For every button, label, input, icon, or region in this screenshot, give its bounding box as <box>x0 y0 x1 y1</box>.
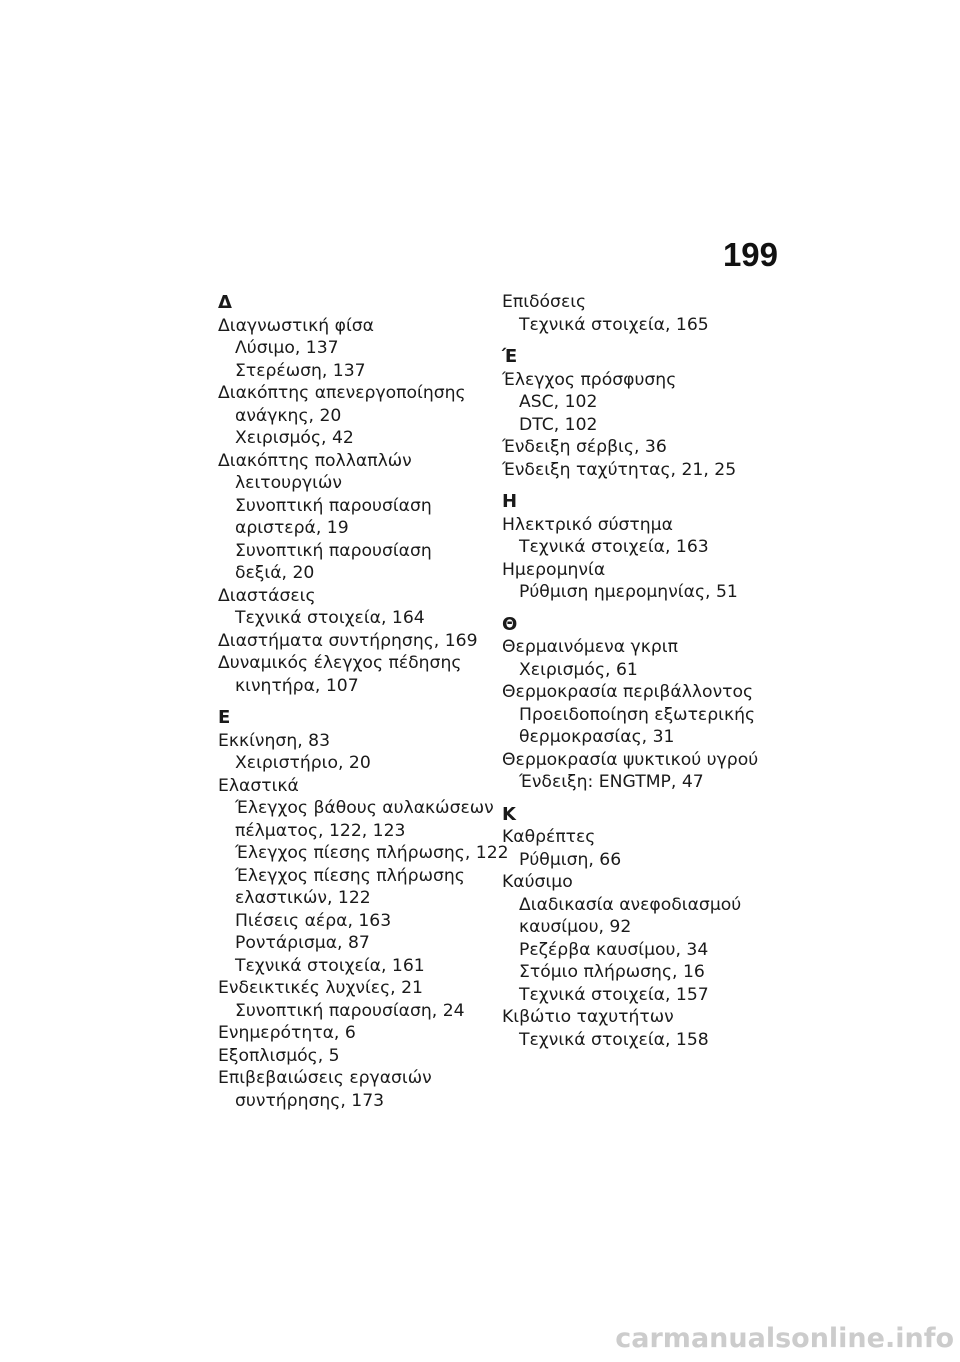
index-letter-heading: Έ <box>502 346 518 367</box>
index-letter-heading: Κ <box>502 803 516 825</box>
index-letter-heading: Θ <box>502 613 518 635</box>
index-entry: Δυναμικός έλεγχος πέδησης <box>218 653 462 673</box>
index-entry: Θερμοκρασία ψυκτικού υγρού <box>502 749 759 770</box>
index-entry: Ενημερότητα, 6 <box>218 1023 356 1043</box>
index-entry: Διαγνωστική φίσα <box>218 315 374 336</box>
index-subentry: Χειρισμός, 42 <box>235 428 354 448</box>
index-subentry: Συνοπτική παρουσίαση <box>235 495 432 516</box>
index-subentry: αριστερά, 19 <box>235 518 349 538</box>
index-entry: Διακόπτης πολλαπλών <box>218 450 412 471</box>
index-subentry: Στόμιο πλήρωσης, 16 <box>519 962 705 982</box>
index-entry: Διακόπτης απενεργοποίησης <box>218 383 466 403</box>
index-subentry: Έλεγχος πίεσης πλήρωσης <box>235 865 465 886</box>
index-entry: Ημερομηνία <box>502 559 606 580</box>
index-subentry: Διαδικασία ανεφοδιασμού <box>519 894 742 915</box>
index-subentry: Πιέσεις αέρα, 163 <box>235 910 392 931</box>
index-entry: Καύσιμο <box>502 872 573 892</box>
index-entry: Θερμαινόμενα γκριπ <box>502 637 678 657</box>
index-subentry: ελαστικών, 122 <box>235 888 371 908</box>
index-subentry: Στερέωση, 137 <box>235 360 366 381</box>
index-entry: Ένδειξη ταχύτητας, 21, 25 <box>502 459 737 480</box>
index-entry: Διαστάσεις <box>218 585 316 606</box>
watermark: carmanualsonline.info <box>615 1323 954 1354</box>
index-subentry: δεξιά, 20 <box>235 563 315 583</box>
index-subentry: DTC, 102 <box>519 414 598 435</box>
index-subentry: Προειδοποίηση εξωτερικής <box>519 704 756 725</box>
index-entry: Ενδεικτικές λυχνίες, 21 <box>218 978 423 998</box>
index-subentry: Ένδειξη: ENGTMP, 47 <box>519 772 704 792</box>
index-subentry: Λύσιμο, 137 <box>235 338 339 358</box>
index-subentry: Τεχνικά στοιχεία, 161 <box>235 955 425 976</box>
index-entry: Εξοπλισμός, 5 <box>218 1045 340 1066</box>
index-subentry: πέλματος, 122, 123 <box>235 820 406 841</box>
index-subentry: Ρεζέρβα καυσίμου, 34 <box>519 939 709 960</box>
index-subentry: Τεχνικά στοιχεία, 158 <box>519 1029 709 1050</box>
index-subentry: ASC, 102 <box>519 392 598 412</box>
index-entry: Έλεγχος πρόσφυσης <box>502 369 677 390</box>
index-entry: Ελαστικά <box>218 775 299 796</box>
index-subentry: Χειρισμός, 61 <box>519 659 638 680</box>
index-subentry: συντήρησης, 173 <box>235 1090 385 1111</box>
index-subentry: κινητήρα, 107 <box>235 675 359 696</box>
index-entry: Επιβεβαιώσεις εργασιών <box>218 1068 432 1088</box>
index-subentry: Ροντάρισμα, 87 <box>235 933 370 953</box>
index-entry: Θερμοκρασία περιβάλλοντος <box>502 682 754 702</box>
index-column-left <box>218 292 508 1112</box>
index-subentry: Χειριστήριο, 20 <box>235 753 371 773</box>
index-subentry: Ρύθμιση ημερομηνίας, 51 <box>519 582 738 602</box>
index-subentry: Συνοπτική παρουσίαση <box>235 540 432 561</box>
index-subentry: θερμοκρασίας, 31 <box>519 727 675 747</box>
index-entry: Ηλεκτρικό σύστημα <box>502 514 673 535</box>
index-entry: Καθρέπτες <box>502 827 596 847</box>
index-column-right <box>502 291 792 1051</box>
index-entry: Επιδόσεις <box>502 292 587 312</box>
index-entry: Διαστήματα συντήρησης, 169 <box>218 630 478 651</box>
index-subentry: Έλεγχος πίεσης πλήρωσης, 122 <box>235 843 509 863</box>
index-subentry: Τεχνικά στοιχεία, 165 <box>519 314 709 335</box>
index-subentry: Τεχνικά στοιχεία, 164 <box>235 608 425 628</box>
index-letter-heading: Η <box>502 491 518 512</box>
index-subentry: καυσίμου, 92 <box>519 917 632 937</box>
index-entry: Κιβώτιο ταχυτήτων <box>502 1007 674 1027</box>
index-subentry: ανάγκης, 20 <box>235 405 342 426</box>
index-letter-heading: Δ <box>218 292 232 313</box>
index-subentry: Συνοπτική παρουσίαση, 24 <box>235 1000 465 1021</box>
index-subentry: Τεχνικά στοιχεία, 163 <box>519 537 709 557</box>
index-entry: Ένδειξη σέρβις, 36 <box>502 437 667 457</box>
index-letter-heading: Ε <box>218 707 231 728</box>
page-number: 199 <box>722 236 778 273</box>
index-subentry: Τεχνικά στοιχεία, 157 <box>519 984 709 1005</box>
index-subentry: Ρύθμιση, 66 <box>519 849 622 870</box>
index-subentry: Έλεγχος βάθους αυλακώσεων <box>235 798 494 818</box>
index-entry: Εκκίνηση, 83 <box>218 730 331 751</box>
index-subentry: λειτουργιών <box>235 473 342 493</box>
